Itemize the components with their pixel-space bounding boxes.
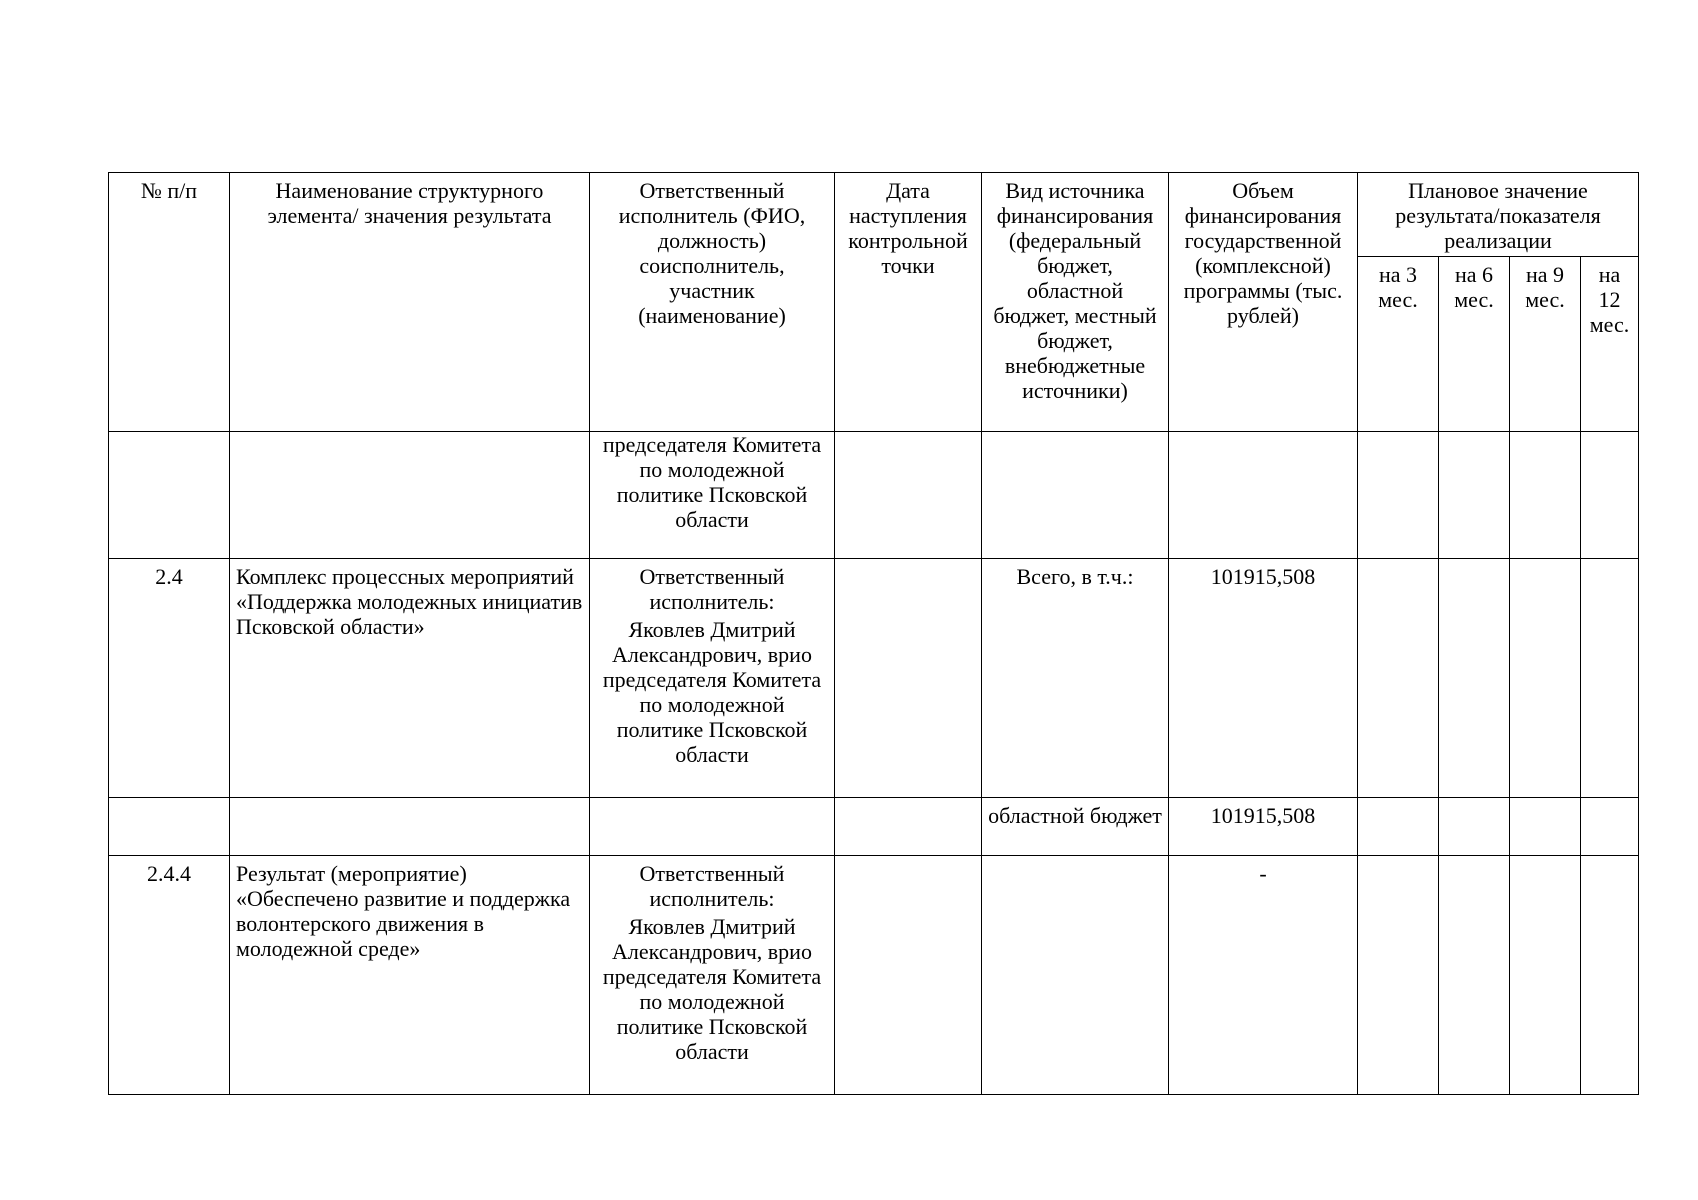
- header-m6: на 6 мес.: [1439, 257, 1510, 432]
- row-m6: [1439, 559, 1510, 798]
- executor-text: Яковлев Дмитрий Александрович, врио председателя Комитета по молодежной политике Псковской области: [602, 617, 822, 767]
- executor-text: Яковлев Дмитрий Александрович, врио председателя Комитета по молодежной политике Псковской области: [602, 914, 822, 1064]
- row-executor: [590, 798, 835, 856]
- row-executor: [590, 559, 835, 798]
- row-m3: [1358, 432, 1439, 559]
- row-m6: [1439, 432, 1510, 559]
- executor-text: председателя Комитета по молодежной политике Псковской области: [602, 432, 822, 532]
- header-executor: Ответственный исполнитель (ФИО, должность) соисполнитель, участник (наименование): [590, 173, 835, 432]
- row-date: [835, 559, 982, 798]
- table-row: [109, 432, 1639, 559]
- row-date: [835, 856, 982, 1095]
- header-m12: на 12 мес.: [1581, 257, 1639, 432]
- row-m12: [1581, 798, 1639, 856]
- row-m6: [1439, 798, 1510, 856]
- row-name: Комплекс процессных мероприятий «Поддержка молодежных инициатив Псковской области»: [230, 559, 590, 798]
- header-planned: Плановое значение результата/показателя реализации: [1358, 173, 1639, 257]
- table-row: [109, 856, 1639, 1095]
- plan-table: [108, 172, 1639, 1095]
- header-m9: на 9 мес.: [1510, 257, 1581, 432]
- row-volume: 101915,508: [1169, 798, 1358, 856]
- row-volume: 101915,508: [1169, 559, 1358, 798]
- header-num: № п/п: [109, 173, 230, 432]
- row-m9: [1510, 432, 1581, 559]
- row-source: областной бюджет: [982, 798, 1169, 856]
- row-num: 2.4.4: [109, 856, 230, 1095]
- row-source: [982, 856, 1169, 1095]
- row-date: [835, 432, 982, 559]
- row-m3: [1358, 856, 1439, 1095]
- header-source: Вид источника финансирования (федеральный бюджет, областной бюджет, местный бюджет, внебюджетные источники): [982, 173, 1169, 432]
- row-m9: [1510, 798, 1581, 856]
- table-row: [109, 798, 1639, 856]
- row-num: [109, 798, 230, 856]
- row-num: 2.4: [109, 559, 230, 798]
- row-m3: [1358, 798, 1439, 856]
- row-executor: [590, 856, 835, 1095]
- row-m12: [1581, 559, 1639, 798]
- row-volume: -: [1169, 856, 1358, 1095]
- row-name: [230, 798, 590, 856]
- row-date: [835, 798, 982, 856]
- header-row: [109, 173, 1639, 257]
- row-m9: [1510, 559, 1581, 798]
- row-name: Результат (мероприятие) «Обеспечено развитие и поддержка волонтерского движения в молодежной среде»: [230, 856, 590, 1095]
- row-source: Всего, в т.ч.:: [982, 559, 1169, 798]
- row-m12: [1581, 432, 1639, 559]
- row-m9: [1510, 856, 1581, 1095]
- executor-label: Ответственный исполнитель:: [639, 861, 785, 911]
- row-m6: [1439, 856, 1510, 1095]
- executor-label: Ответственный исполнитель:: [639, 564, 785, 614]
- table-row: [109, 559, 1639, 798]
- row-executor: [590, 432, 835, 559]
- header-name: Наименование структурного элемента/ значения результата: [230, 173, 590, 432]
- row-name: [230, 432, 590, 559]
- header-date: Дата наступления контрольной точки: [835, 173, 982, 432]
- row-m12: [1581, 856, 1639, 1095]
- row-num: [109, 432, 230, 559]
- row-volume: [1169, 432, 1358, 559]
- header-m3: на 3 мес.: [1358, 257, 1439, 432]
- row-m3: [1358, 559, 1439, 798]
- header-volume: Объем финансирования государственной (комплексной) программы (тыс. рублей): [1169, 173, 1358, 432]
- row-source: [982, 432, 1169, 559]
